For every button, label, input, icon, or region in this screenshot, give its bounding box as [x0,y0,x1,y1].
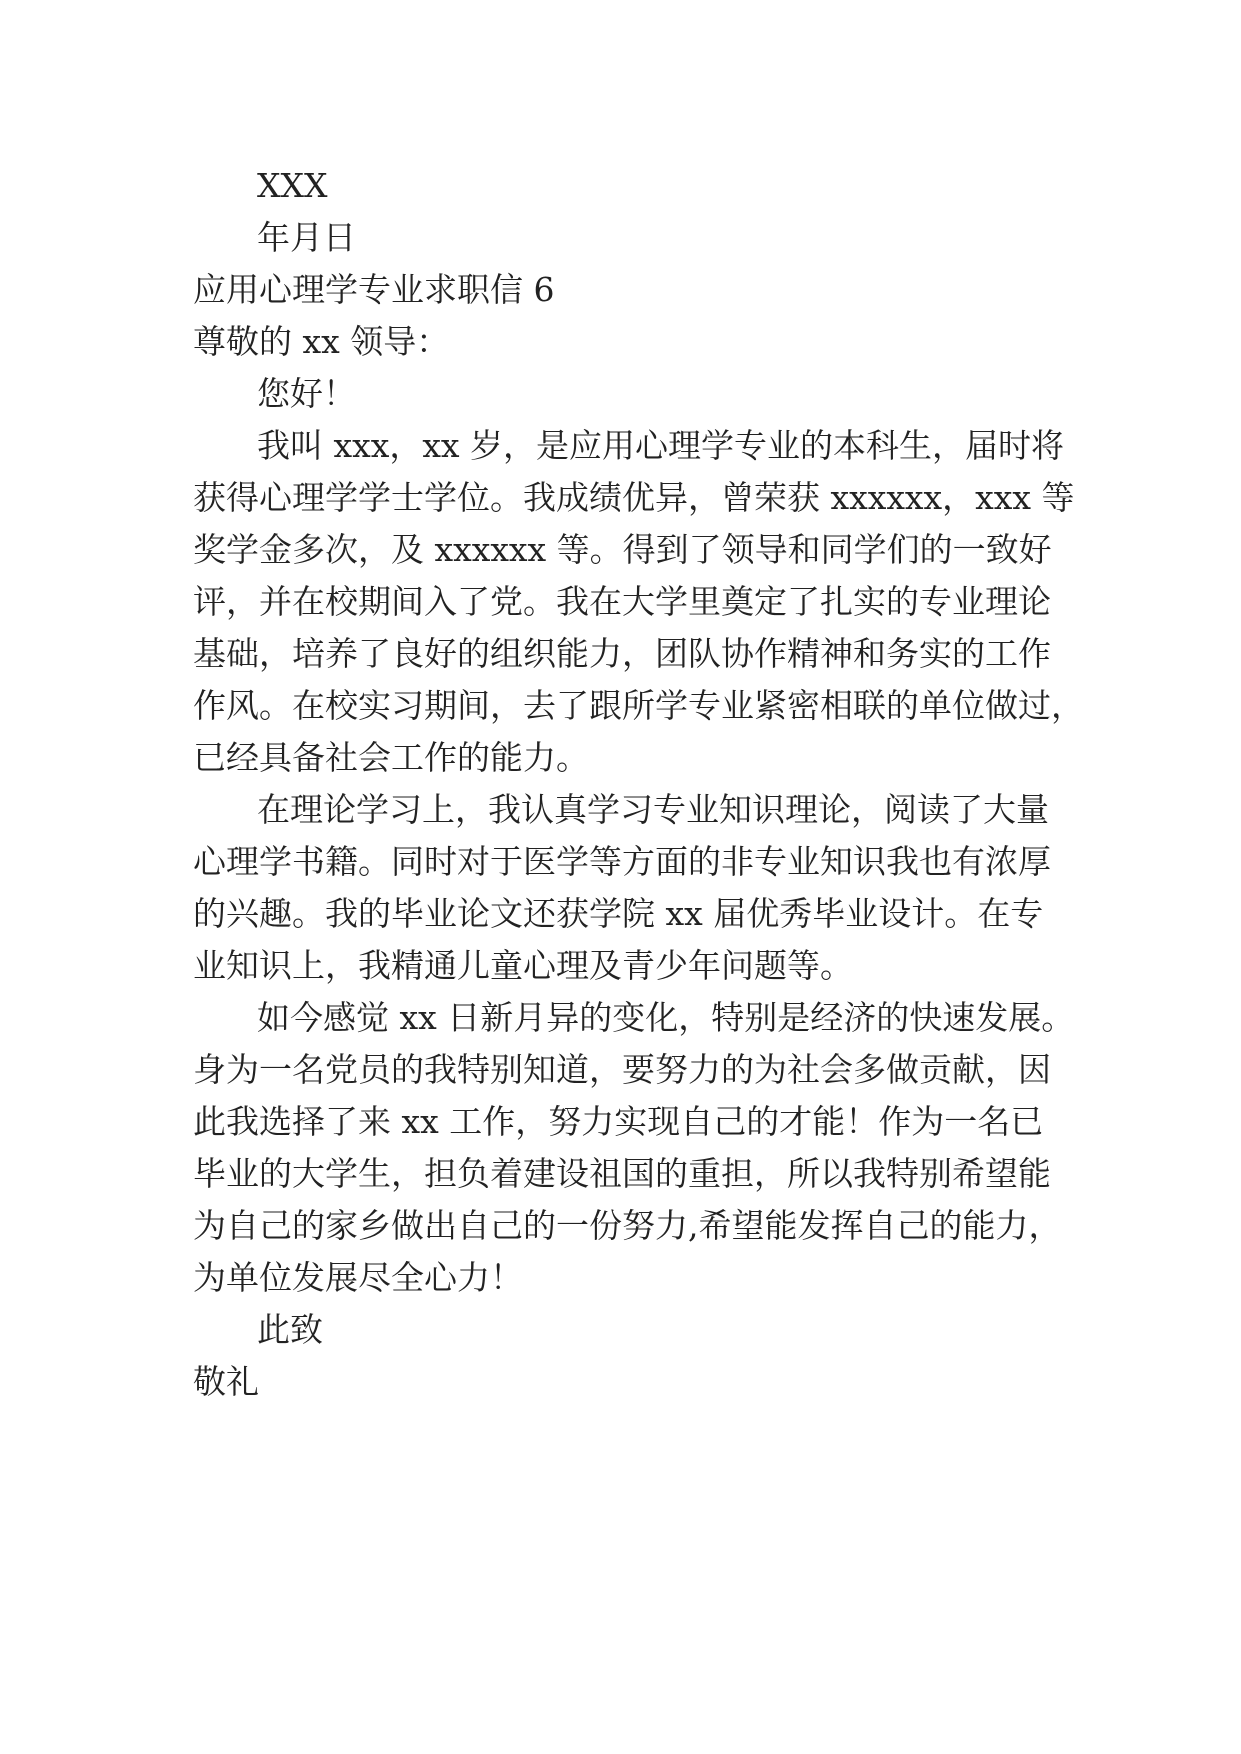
greeting: 您好！ [257,374,356,413]
header-date: 年月日 [257,218,356,257]
paragraph-line: 我叫 xxx，xx 岁，是应用心理学专业的本科生，届时将 [257,426,1065,465]
header-name: XXX [257,166,328,205]
letter-body [193,160,1084,1408]
paragraph-2 [193,784,1053,992]
paragraph-line: 为自己的家乡做出自己的一份努力,希望能发挥自己的能力， [193,1206,1062,1245]
salutation: 尊敬的 xx 领导： [193,322,450,361]
paragraph-3 [193,992,1075,1304]
paragraph-line: 的兴趣。我的毕业论文还获学院 xx 届优秀毕业设计。在专 [193,894,1044,933]
paragraph-line: 基础，培养了良好的组织能力，团队协作精神和务实的工作 [193,634,1051,673]
paragraph-line: 奖学金多次，及 xxxxxx 等。得到了领导和同学们的一致好 [193,530,1052,569]
paragraph-1 [193,420,1084,784]
paragraph-line: 为单位发展尽全心力！ [193,1258,523,1297]
paragraph-line: 获得心理学学士学位。我成绩优异，曾荣获 xxxxxx，xxx 等 [193,478,1075,517]
paragraph-line: 在理论学习上，我认真学习专业知识理论，阅读了大量 [257,790,1049,829]
regards: 敬礼 [193,1362,259,1401]
paragraph-line: 如今感觉 xx 日新月异的变化，特别是经济的快速发展。 [257,998,1075,1037]
paragraph-line: 业知识上，我精通儿童心理及青少年问题等。 [193,946,853,985]
paragraph-line: 心理学书籍。同时对于医学等方面的非专业知识我也有浓厚 [193,842,1051,881]
paragraph-line: 已经具备社会工作的能力。 [193,738,589,777]
paragraph-line: 身为一名党员的我特别知道，要努力的为社会多做贡献，因 [193,1050,1051,1089]
paragraph-line: 毕业的大学生，担负着建设祖国的重担，所以我特别希望能 [193,1154,1051,1193]
letter-title: 应用心理学专业求职信 6 [193,270,555,309]
paragraph-line: 作风。在校实习期间，去了跟所学专业紧密相联的单位做过， [193,686,1084,725]
paragraph-line: 此我选择了来 xx 工作，努力实现自己的才能！作为一名已 [193,1102,1044,1141]
paragraph-line: 评，并在校期间入了党。我在大学里奠定了扎实的专业理论 [193,582,1051,621]
closing: 此致 [257,1310,323,1349]
